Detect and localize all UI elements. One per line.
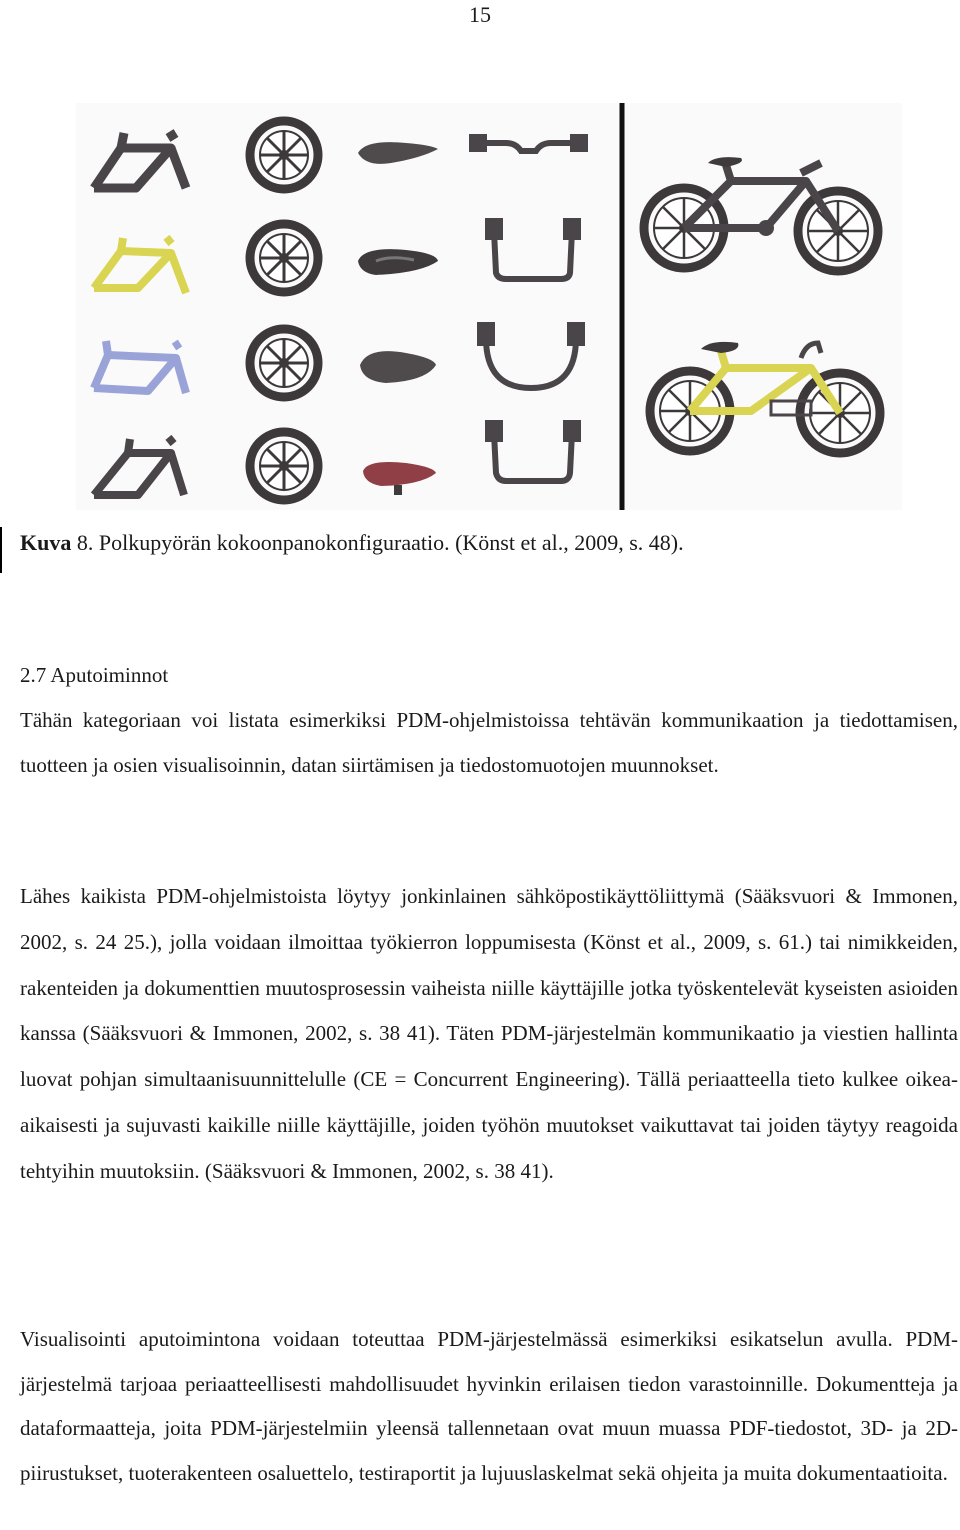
handlebar-icon (480, 325, 582, 388)
handlebar-icon (488, 221, 578, 279)
bicycle-configuration-figure (76, 103, 902, 510)
change-bar (0, 527, 2, 573)
wheel-icon (250, 224, 318, 292)
section-heading: 2.7 Aputoiminnot (20, 663, 169, 687)
handlebar-icon (488, 423, 578, 481)
paragraph-1: Tähän kategoriaan voi listata esimerkiksi PDM-ohjelmistoissa tehtävän kommunikaation ja tiedottamisen, tuotteen ja osien visualisoinnin, datan siirtämisen ja tiedostomuotojen muunnokset. (20, 708, 958, 777)
wheel-icon (250, 432, 318, 500)
saddle-icon (360, 351, 436, 383)
figure-label: Kuva (20, 530, 72, 555)
saddle-icon (363, 462, 436, 495)
wheel-icon (250, 121, 318, 189)
frame-dark-icon (94, 133, 186, 188)
saddle-icon (358, 142, 438, 164)
paragraph-3: Visualisointi aputoimintona voidaan toteuttaa PDM-järjestelmässä esimerkiksi esikatselun avulla. PDM-järjestelmä tarjoaa periaatteellisesti mahdollisuudet hyvinkin erilaisen tiedon varastoinnille. Dokumentteja ja dataformaatteja, joita PDM-järjestelmiin yleensä tallennetaan ovat muun muassa PDF-tiedostot, 3D- ja 2D-piirustukset, tuoterakenteen osaluettelo, testiraportit ja lujuuslaskelmat sekä ohjeita ja muita dokumentaatioita. (20, 1327, 958, 1485)
page-number: 15 (469, 2, 491, 27)
wheel-icon (250, 329, 318, 397)
frame-blue-icon (94, 341, 186, 393)
saddle-icon (358, 249, 438, 275)
handlebar-icon (472, 137, 585, 151)
frame-dark-2-icon (94, 438, 184, 495)
bicycle-yellow-icon (650, 342, 880, 453)
figure-caption-text: 8. Polkupyörän kokoonpanokonfiguraatio. (Könst et al., 2009, s. 48). (76, 530, 684, 555)
bicycle-dark-icon (644, 157, 878, 271)
figure-caption (20, 530, 684, 556)
frame-yellow-icon (94, 238, 186, 293)
paragraph-2: Lähes kaikista PDM-ohjelmistoista löytyy jonkinlainen sähköpostikäyttöliittymä (Sääksvuori & Immonen, 2002, s. 24 25.), jolla voidaan ilmoittaa työkierron loppumisesta (Könst et al., 2009, s. 61.) tai nimikkeiden, rakenteiden ja dokumenttien muutosprosessin vaiheista niille käyttäjille jotka työskentelevät kyseisten asioiden kanssa (Sääksvuori & Immonen, 2002, s. 38 41). Täten PDM-järjestelmän kommunikaatio ja viestien hallinta luovat pohjan simultaanisuunnittelulle (CE = Concurrent Engineering). Tällä periaatteella tieto kulkee oikea-aikaisesti ja sujuvasti kaikille niille käyttäjille, joiden työhön muutokset vaikuttavat tai joiden täytyy reagoida tehtyihin muutoksiin. (Sääksvuori & Immonen, 2002, s. 38 41). (20, 884, 958, 1183)
